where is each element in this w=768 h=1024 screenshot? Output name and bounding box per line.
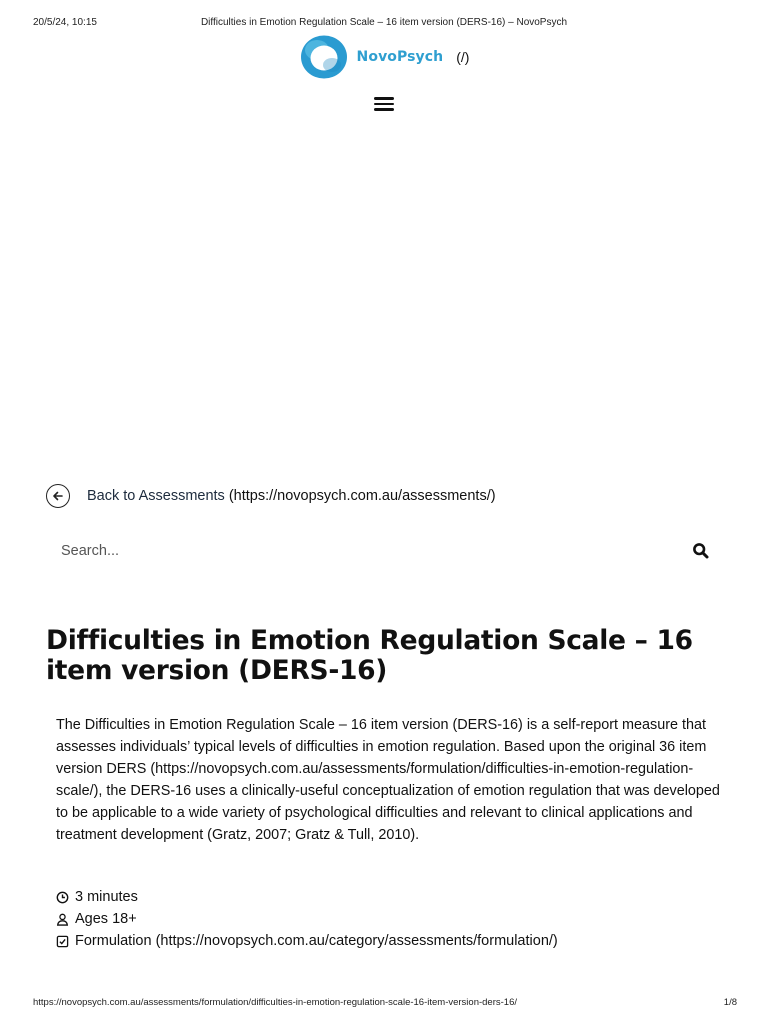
clock-icon xyxy=(56,891,69,904)
ages-text: Ages 18+ xyxy=(75,911,137,927)
print-page-title: Difficulties in Emotion Regulation Scale – 16 item version (DERS-16) – NovoPsych xyxy=(200,17,568,28)
print-footer-url: https://novopsych.com.au/assessments/formulation/difficulties-in-emotion-regulation-scale-16-item-version-ders-16/ xyxy=(33,997,518,1008)
arrow-left-circle-icon[interactable] xyxy=(46,484,70,508)
back-to-assessments[interactable] xyxy=(46,482,496,510)
home-link-text[interactable]: (/) xyxy=(456,49,470,65)
user-icon xyxy=(56,913,69,926)
back-link-label[interactable]: Back to Assessments xyxy=(87,488,225,504)
print-footer xyxy=(0,997,768,1011)
novopsych-logo[interactable] xyxy=(299,34,444,80)
search-bar xyxy=(46,536,722,566)
print-page-number: 1/8 xyxy=(723,997,737,1008)
print-header xyxy=(0,17,768,31)
meta-duration xyxy=(56,886,716,908)
category-link[interactable]: Formulation (https://novopsych.com.au/category/assessments/formulation/) xyxy=(75,933,558,949)
search-icon[interactable] xyxy=(692,542,710,560)
search-input[interactable] xyxy=(46,536,681,566)
brand-name: NovoPsych xyxy=(356,49,444,65)
duration-text: 3 minutes xyxy=(75,889,138,905)
novopsych-logo-icon xyxy=(299,34,349,80)
meta-category[interactable] xyxy=(56,930,716,952)
page-title: Difficulties in Emotion Regulation Scale – 16 item version (DERS-16) xyxy=(46,625,693,686)
hamburger-menu-icon[interactable] xyxy=(374,97,394,111)
checkbox-icon xyxy=(56,935,69,948)
print-datetime: 20/5/24, 10:15 xyxy=(33,17,97,28)
site-header xyxy=(0,34,768,80)
back-link-url: (https://novopsych.com.au/assessments/) xyxy=(228,488,496,504)
meta-ages xyxy=(56,908,716,930)
assessment-meta xyxy=(56,886,716,952)
intro-paragraph: The Difficulties in Emotion Regulation Scale – 16 item version (DERS-16) is a self-report measure that assesses individuals’ typical levels of difficulties in emotion regulation. Based upon the original 36 item version DERS (https://novopsych.com.au/assessments/formulation/difficulties-in-emotion-regulation-scale/), the DERS-16 uses a clinically-useful conceptualization of emotion regulation that was developed to be applicable to a wide variety of psychological difficulties and relevant to clinical applications and treatment development (Gratz, 2007; Gratz & Tull, 2010). xyxy=(56,717,720,843)
